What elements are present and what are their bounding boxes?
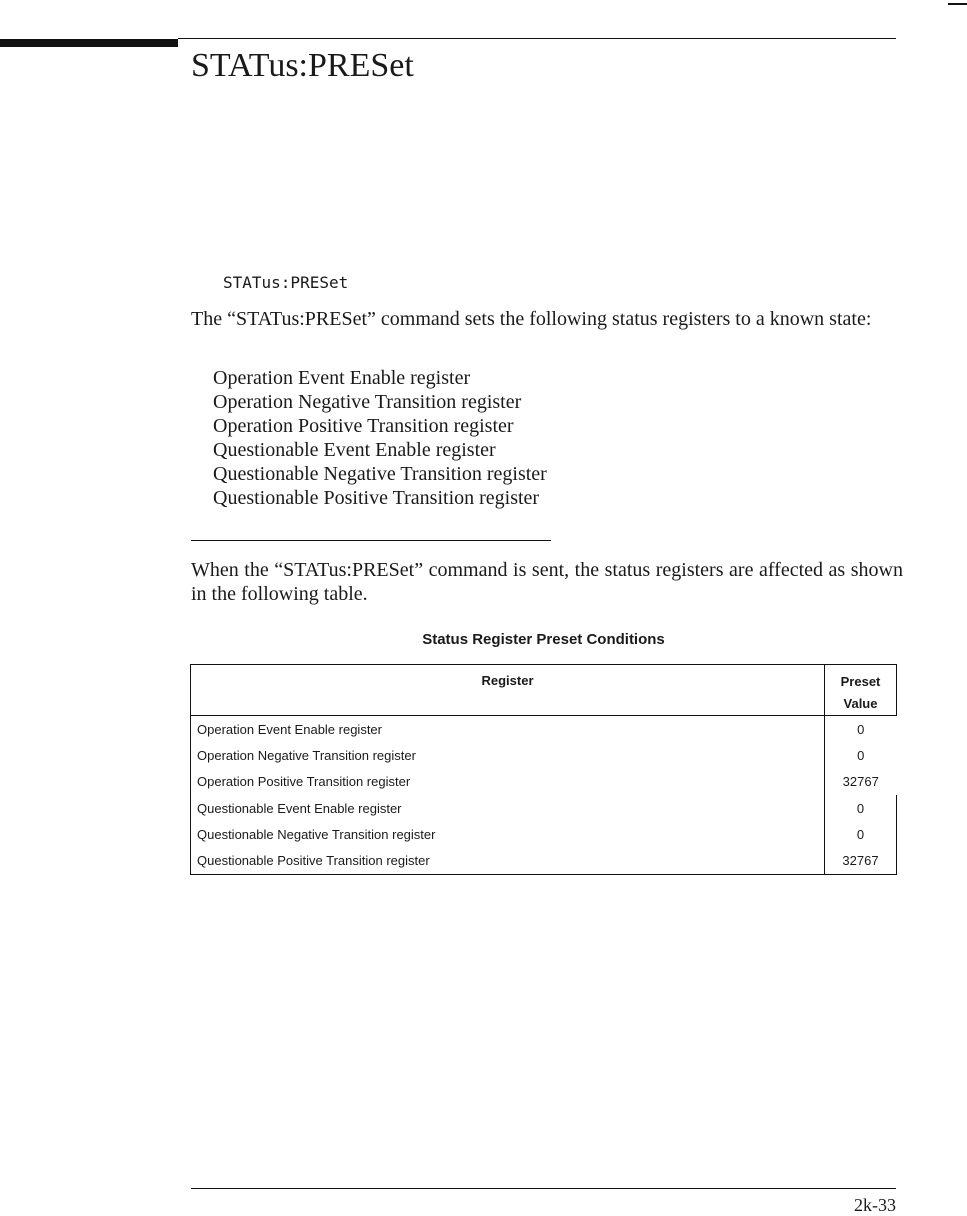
footer-rule <box>191 1188 896 1189</box>
table-row <box>191 821 897 847</box>
corner-mark <box>948 3 967 5</box>
register-cell: Questionable Event Enable register <box>191 795 825 821</box>
table-header-row <box>191 665 897 716</box>
page-title: STATus:PRESet <box>191 47 414 84</box>
register-list-item: Questionable Negative Transition register <box>213 463 547 485</box>
column-header-preset-line2: Value <box>843 696 878 711</box>
preset-value-cell: 32767 <box>842 774 879 790</box>
table-row <box>191 769 897 795</box>
preset-table-container <box>190 664 896 875</box>
command-syntax: STATus:PRESet <box>223 273 349 292</box>
note-paragraph: When the “STATus:PRESet” command is sent, the status registers are affected as shown in the following table. <box>191 559 903 605</box>
register-list-item: Operation Event Enable register <box>213 367 471 389</box>
register-list <box>213 366 547 510</box>
register-cell: Questionable Negative Transition register <box>191 821 825 847</box>
preset-value-cell: 32767 <box>825 847 897 874</box>
header-thin-rule <box>178 38 896 39</box>
table-row <box>191 742 897 768</box>
preset-value-cell: 0 <box>825 821 897 847</box>
table-row <box>191 847 897 874</box>
column-header-preset-line1: Preset <box>840 674 881 689</box>
table-row <box>191 795 897 821</box>
section-divider <box>191 540 551 541</box>
table-title: Status Register Preset Conditions <box>422 631 665 648</box>
register-cell: Operation Event Enable register <box>191 716 825 743</box>
description-paragraph: The “STATus:PRESet” command sets the following status registers to a known state: <box>191 308 872 330</box>
register-cell: Questionable Positive Transition register <box>191 847 825 874</box>
preset-conditions-table <box>190 664 897 875</box>
preset-value-cell: 0 <box>857 747 865 763</box>
register-list-item: Questionable Event Enable register <box>213 439 496 461</box>
column-header-register: Register <box>191 665 825 716</box>
column-header-preset-value <box>825 665 897 716</box>
register-cell: Operation Negative Transition register <box>191 742 825 768</box>
register-list-item: Operation Positive Transition register <box>213 415 514 437</box>
register-list-item: Operation Negative Transition register <box>213 391 522 413</box>
register-list-item: Questionable Positive Transition register <box>213 487 540 509</box>
table-row <box>191 716 897 743</box>
register-cell: Operation Positive Transition register <box>191 769 825 795</box>
header-thick-rule <box>0 39 178 47</box>
preset-value-cell: 0 <box>857 721 865 737</box>
page-number: 2k-33 <box>854 1195 896 1215</box>
preset-value-cell: 0 <box>825 795 897 821</box>
